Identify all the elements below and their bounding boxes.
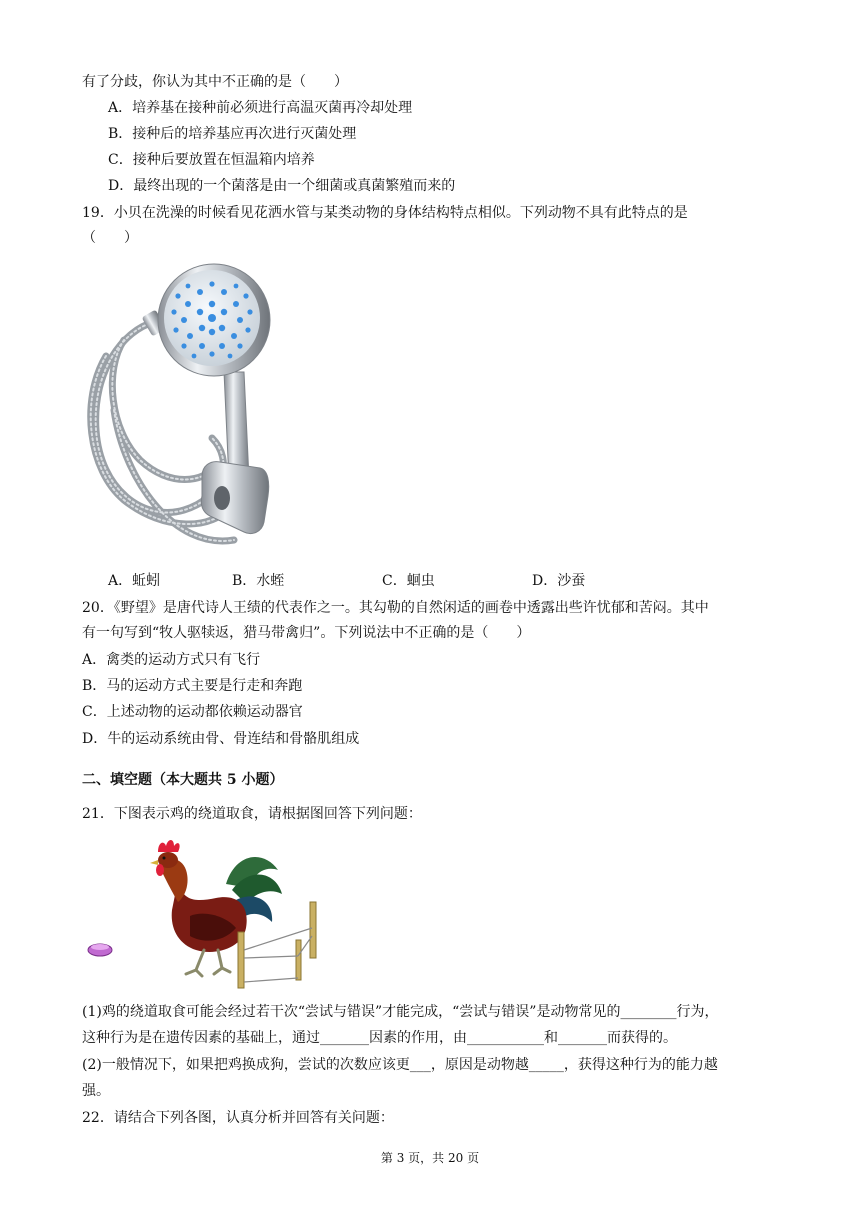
- q19-options-row: [108, 571, 585, 591]
- q22-stem: 22．请结合下列各图，认真分析并回答有关问题：: [82, 1110, 394, 1126]
- q18-option-d: D．最终出现的一个菌落是由一个细菌或真菌繁殖而来的: [108, 178, 456, 194]
- q18-option-a: A．培养基在接种前必须进行高温灭菌再冷却处理: [108, 100, 413, 116]
- q20-option-b: B．马的运动方式主要是行走和奔跑: [82, 678, 303, 694]
- q20-option-d: D．牛的运动系统由骨、骨连结和骨骼肌组成: [82, 731, 360, 747]
- q19-option-b: B．水蛭: [232, 573, 285, 589]
- page-footer: 第 3 页，共 20 页: [380, 1151, 480, 1165]
- q20-option-a: A．禽类的运动方式只有飞行: [82, 652, 261, 668]
- shower-head-figure: [84, 260, 274, 565]
- q20-stem-line2: 有一句写到“牧人驱犊返，猎马带禽归”。下列说法中不正确的是（ ）: [82, 625, 531, 641]
- q19-option-d: D．沙蚕: [532, 573, 586, 589]
- q21-sub2-line1: (2)一般情况下，如果把鸡换成狗，尝试的次数应该更___，原因是动物越_____，获得这种行为的能力越: [82, 1057, 718, 1073]
- q20-stem-line1: 20．《野望》是唐代诗人王绩的代表作之一。其勾勒的自然闲适的画卷中透露出些许忧郁和苦闷。其中: [82, 600, 709, 616]
- rooster-detour-figure: [86, 832, 326, 992]
- section-heading: 二、填空题（本大题共 5 小题）: [82, 772, 284, 788]
- q19-stem-line2: （ ）: [82, 230, 138, 246]
- q21-sub2-line2: 强。: [82, 1083, 110, 1099]
- q19-option-a: A．蚯蚓: [108, 573, 161, 589]
- q19-stem-line1: 19．小贝在洗澡的时候看见花洒水管与某类动物的身体结构特点相似。下列动物不具有此特点的是: [82, 205, 688, 221]
- q19-option-c: C．蛔虫: [382, 573, 435, 589]
- q21-sub1-line1: (1)鸡的绕道取食可能会经过若干次“尝试与错误”才能完成，“尝试与错误”是动物常见的________行为，: [82, 1004, 719, 1020]
- q18-option-b: B．接种后的培养基应再次进行灭菌处理: [108, 126, 357, 142]
- q18-option-c: C．接种后要放置在恒温箱内培养: [108, 152, 315, 168]
- q21-stem: 21．下图表示鸡的绕道取食，请根据图回答下列问题：: [82, 806, 422, 822]
- q20-option-c: C．上述动物的运动都依赖运动器官: [82, 704, 303, 720]
- q21-sub1-line2: 这种行为是在遗传因素的基础上，通过_______因素的作用，由___________和_______而获得的。: [82, 1030, 677, 1046]
- q18-stem-tail: 有了分歧，你认为其中不正确的是（ ）: [82, 74, 348, 90]
